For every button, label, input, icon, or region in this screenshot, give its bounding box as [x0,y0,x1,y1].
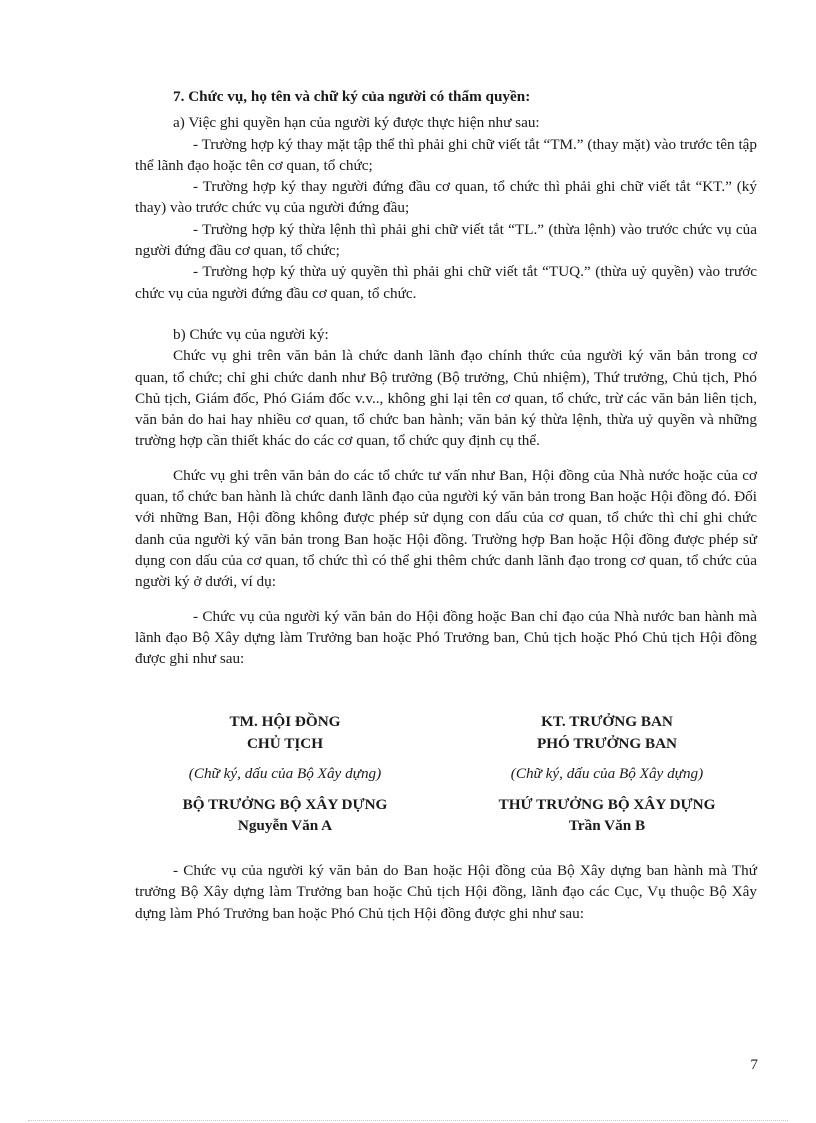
signature-position: PHÓ TRƯỞNG BAN [536,734,678,752]
section-a-intro: a) Việc ghi quyền hạn của người ký được thực hiện như sau: [173,114,540,132]
paragraph: Chức vụ ghi trên văn bản do các tổ chức tư vấn như Ban, Hội đồng của Nhà nước hoặc của cơ quan, tổ chức ban hành là chức danh lãnh đạo của người ký văn bản trong Ban hoặc Hội đồng đó. Đối với những Ban, Hội đồng không được phép sử dụng con dấu của cơ quan, tổ chức thì chỉ ghi chức danh của người ký văn bản trong Ban hoặc Hội đồng. Trường hợp Ban hoặc Hội đồng được phép sử dụng con dấu của cơ quan, tổ chức thì có thể ghi thêm chức danh lãnh đạo trong cơ quan, tổ chức của người ký ở dưới, ví dụ: [135,466,757,591]
signature-example [135,711,757,837]
signature-note: (Chữ ký, dấu của Bộ Xây dựng) [510,765,704,782]
signature-title: BỘ TRƯỞNG BỘ XÂY DỰNG [182,795,388,813]
list-item: - Trường hợp ký thay mặt tập thể thì phải ghi chữ viết tắt “TM.” (thay mặt) vào trước tên tập thể lãnh đạo hoặc tên cơ quan, tổ chức; [135,135,757,174]
section-b-intro: b) Chức vụ của người ký: [173,325,329,343]
closing-paragraph: - Chức vụ của người ký văn bản do Ban hoặc Hội đồng của Bộ Xây dựng ban hành mà Thứ trưởng Bộ Xây dựng làm Trưởng ban hoặc Chủ tịch Hội đồng, lãnh đạo các Cục, Vụ thuộc Bộ Xây dựng làm Phó Trưởng ban hoặc Phó Chủ tịch Hội đồng được ghi như sau: [135,862,757,922]
main-text [135,86,757,669]
signature-authority: KT. TRƯỞNG BAN [541,713,673,730]
signature-position: CHỦ TỊCH [246,734,324,752]
list-item: - Trường hợp ký thừa lệnh thì phải ghi chữ viết tắt “TL.” (thừa lệnh) vào trước chức vụ của người đứng đầu cơ quan, tổ chức; [135,220,757,260]
signature-right [457,711,757,837]
page-divider [28,1120,788,1121]
signature-authority: TM. HỘI ĐỒNG [229,713,341,730]
section-heading: 7. Chức vụ, họ tên và chữ ký của người có thẩm quyền: [173,88,531,105]
page-number: 7 [750,1056,758,1073]
signature-left [135,711,435,837]
signature-name: Trần Văn B [568,817,646,834]
list-item: - Trường hợp ký thay người đứng đầu cơ quan, tổ chức thì phải ghi chữ viết tắt “KT.” (ký thay) vào trước chức vụ của người đứng đầu; [135,178,757,217]
list-item: - Trường hợp ký thừa uỷ quyền thì phải ghi chữ viết tắt “TUQ.” (thừa uỷ quyền) vào trước chức vụ của người đứng đầu cơ quan, tổ chức. [135,263,757,302]
signature-title: THỨ TRƯỞNG BỘ XÂY DỰNG [498,795,716,813]
paragraph: Chức vụ ghi trên văn bản là chức danh lãnh đạo chính thức của người ký văn bản trong cơ quan, tổ chức; chỉ ghi chức danh như Bộ trưởng (Bộ trưởng, Chủ nhiệm), Thứ trưởng, Chủ tịch, Phó Chủ tịch, Giám đốc, Phó Giám đốc v.v.., không ghi lại tên cơ quan, tổ chức, trừ các văn bản liên tịch, văn bản do hai hay nhiều cơ quan, tổ chức ban hành; văn bản ký thừa lệnh, thừa uỷ quyền và những trường hợp cần thiết khác do các cơ quan, tổ chức quy định cụ thể. [135,347,757,450]
paragraph: - Chức vụ của người ký văn bản do Hội đồng hoặc Ban chỉ đạo của Nhà nước ban hành mà lãnh đạo Bộ Xây dựng làm Trưởng ban hoặc Phó Trưởng ban, Chủ tịch hoặc Phó Chủ tịch Hội đồng được ghi như sau: [135,607,757,668]
signature-name: Nguyễn Văn A [237,817,333,834]
signature-note: (Chữ ký, dấu của Bộ Xây dựng) [188,765,382,782]
